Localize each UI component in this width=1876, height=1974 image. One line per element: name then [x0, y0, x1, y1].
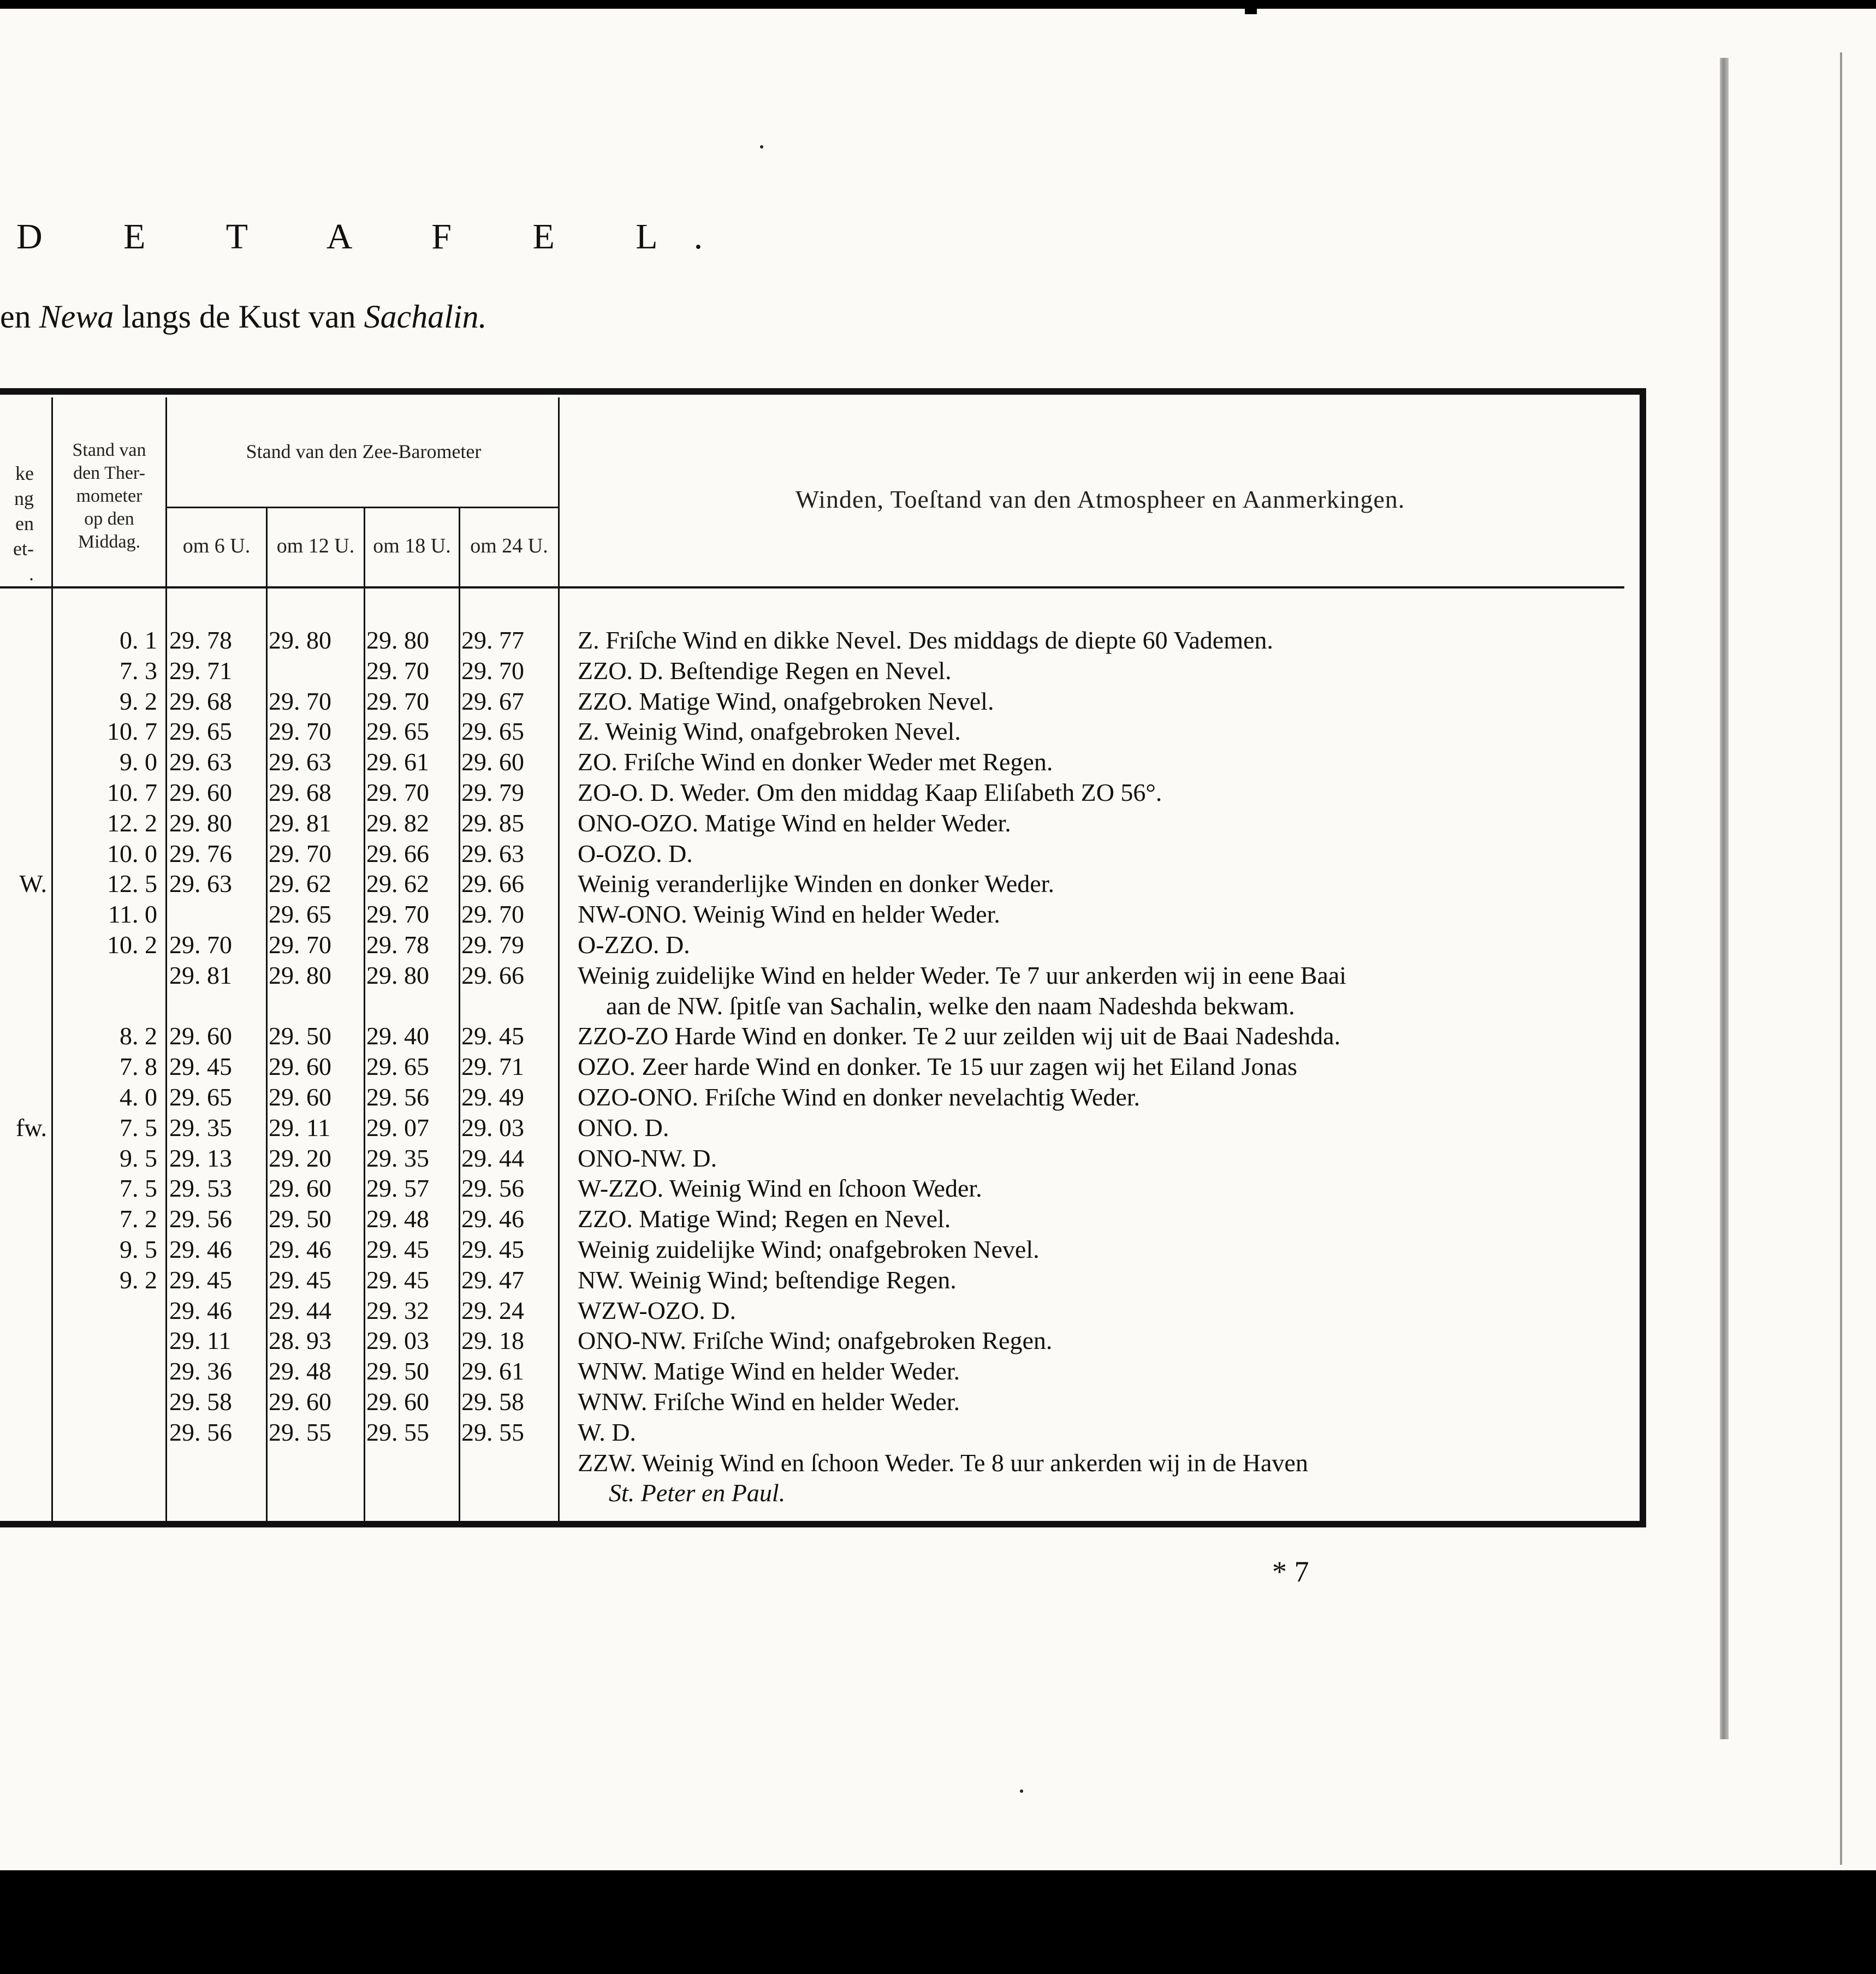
page-number: * 7 — [1272, 1555, 1309, 1588]
barometer-6-cell: 29. 58 — [169, 1388, 232, 1416]
barometer-12-cell: 29. 63 — [269, 748, 331, 776]
col-rule-3 — [266, 508, 268, 1522]
barometer-18-cell: 29. 78 — [366, 931, 429, 959]
barometer-6-cell: 29. 68 — [169, 687, 232, 715]
thermometer-cell: 7. 3 — [120, 656, 157, 685]
barometer-12-cell: 29. 80 — [269, 626, 331, 654]
barometer-24-cell: 29. 79 — [461, 778, 524, 806]
thermometer-cell: 8. 2 — [120, 1022, 157, 1050]
remark-cell: aan de NW. ſpitſe van Sachalin, welke den naam Nadeshda bekwam. — [606, 991, 1295, 1020]
barometer-6-cell: 29. 46 — [169, 1296, 232, 1324]
barometer-12-cell: 29. 60 — [269, 1174, 331, 1203]
barometer-12-cell: 29. 60 — [269, 1083, 331, 1111]
page — [0, 9, 1876, 1870]
barometer-6-cell: 29. 45 — [169, 1053, 232, 1081]
barometer-18-cell: 29. 56 — [366, 1083, 429, 1111]
barometer-12-cell: 29. 60 — [269, 1053, 331, 1081]
barometer-time-12: om 12 U. — [276, 534, 355, 557]
barometer-6-cell: 29. 13 — [169, 1144, 232, 1172]
thermometer-cell: 10. 7 — [107, 717, 157, 746]
barometer-24-cell: 29. 44 — [461, 1144, 524, 1172]
left-header-line: ke — [15, 462, 34, 484]
thermometer-cell: 7. 2 — [120, 1205, 157, 1233]
remark-cell: ZO. Friſche Wind en donker Weder met Regen. — [578, 748, 1053, 776]
remark-cell: NW. Weinig Wind; beſtendige Regen. — [578, 1265, 957, 1294]
page-edge — [1840, 52, 1842, 1865]
left-header-line: . — [29, 563, 34, 585]
subtitle-place: Sachalin. — [364, 299, 487, 335]
barometer-18-cell: 29. 70 — [366, 900, 429, 929]
left-header-line: en — [15, 513, 34, 534]
remark-cell: OZO. Zeer harde Wind en donker. Te 15 uur zagen wij het Eiland Jonas — [578, 1053, 1297, 1081]
barometer-24-cell: 29. 56 — [461, 1174, 524, 1203]
remark-cell: W. D. — [578, 1418, 636, 1446]
thermometer-cell: 7. 8 — [120, 1053, 157, 1081]
col-rule-2 — [165, 397, 167, 1522]
barometer-18-cell: 29. 40 — [366, 1022, 429, 1050]
barometer-time-24: om 24 U. — [470, 534, 548, 557]
barometer-6-cell: 29. 60 — [169, 1022, 232, 1050]
barometer-18-cell: 29. 55 — [366, 1418, 429, 1446]
remark-cell: ZO-O. D. Weder. Om den middag Kaap Eliſabeth ZO 56°. — [578, 778, 1162, 806]
barometer-24-cell: 29. 65 — [461, 717, 524, 746]
remark-cell: NW-ONO. Weinig Wind en helder Weder. — [578, 900, 1000, 929]
barometer-12-cell: 29. 80 — [269, 961, 331, 989]
barometer-12-cell: 29. 70 — [269, 717, 331, 746]
barometer-12-cell: 29. 62 — [269, 870, 331, 898]
remark-cell: Weinig zuidelijke Wind en helder Weder. Te 7 uur ankerden wij in eene Baai — [578, 961, 1346, 989]
thermometer-cell: 12. 5 — [107, 870, 157, 898]
barometer-6-cell: 29. 65 — [169, 1083, 232, 1111]
remark-cell: ONO-NW. Friſche Wind; onafgebroken Regen. — [578, 1327, 1053, 1355]
barometer-6-cell: 29. 45 — [169, 1265, 232, 1294]
thermometer-cell: 10. 2 — [107, 931, 157, 959]
remarks-header: Winden, Toeſtand van den Atmospheer en Aanmerkingen. — [795, 485, 1405, 513]
barometer-18-cell: 29. 32 — [366, 1296, 429, 1324]
thermometer-header-line: den Ther- — [73, 463, 145, 483]
subtitle-ship: Newa — [39, 299, 114, 335]
barometer-12-cell: 29. 60 — [269, 1388, 331, 1416]
barometer-6-cell: 29. 81 — [169, 961, 232, 989]
barometer-24-cell: 29. 63 — [461, 839, 524, 867]
barometer-time-6: om 6 U. — [182, 534, 251, 557]
remark-cell: O-OZO. D. — [578, 839, 693, 867]
barometer-18-cell: 29. 80 — [366, 626, 429, 654]
remark-cell: ZZO. Matige Wind; Regen en Nevel. — [578, 1205, 951, 1233]
barometer-12-cell: 29. 81 — [269, 808, 331, 837]
barometer-12-cell: 29. 68 — [269, 778, 331, 806]
col-rule-6 — [558, 397, 560, 1522]
remark-cell: OZO-ONO. Friſche Wind en donker nevelachtig Weder. — [578, 1083, 1141, 1111]
barometer-24-cell: 29. 66 — [461, 961, 524, 989]
barometer-6-cell: 29. 70 — [169, 931, 232, 959]
barometer-24-cell: 29. 46 — [461, 1205, 524, 1233]
thermometer-cell: 12. 2 — [107, 808, 157, 837]
remark-cell: WNW. Matige Wind en helder Weder. — [578, 1357, 960, 1386]
barometer-18-cell: 29. 70 — [366, 778, 429, 806]
barometer-subheader-rule — [167, 507, 560, 508]
barometer-24-cell: 29. 70 — [461, 900, 524, 929]
barometer-18-cell: 29. 45 — [366, 1265, 429, 1294]
thermometer-header-line: Middag. — [78, 532, 141, 552]
thermometer-header-line: op den — [84, 509, 134, 529]
barometer-18-cell: 29. 48 — [366, 1205, 429, 1233]
left-header-line: ng — [14, 487, 34, 509]
thermometer-cell: 9. 5 — [120, 1144, 157, 1172]
barometer-6-cell: 29. 53 — [169, 1174, 232, 1203]
barometer-24-cell: 29. 47 — [461, 1265, 524, 1294]
barometer-6-cell: 29. 56 — [169, 1205, 232, 1233]
left-partial-cell: W. — [19, 870, 47, 898]
thermometer-cell: 0. 1 — [120, 626, 157, 654]
col-rule-5 — [459, 508, 460, 1522]
barometer-24-cell: 29. 45 — [461, 1022, 524, 1050]
thermometer-cell: 9. 2 — [120, 1265, 157, 1294]
barometer-24-cell: 29. 70 — [461, 656, 524, 685]
barometer-6-cell: 29. 36 — [169, 1357, 232, 1386]
barometer-24-cell: 29. 45 — [461, 1235, 524, 1263]
scan-speck — [1245, 9, 1257, 14]
barometer-18-cell: 29. 03 — [366, 1327, 429, 1355]
barometer-18-cell: 29. 65 — [366, 1053, 429, 1081]
barometer-24-cell: 29. 79 — [461, 931, 524, 959]
barometer-18-cell: 29. 57 — [366, 1174, 429, 1203]
barometer-6-cell: 29. 35 — [169, 1113, 232, 1141]
barometer-12-cell: 29. 70 — [269, 931, 331, 959]
barometer-24-cell: 29. 24 — [461, 1296, 524, 1324]
barometer-12-cell: 29. 70 — [269, 687, 331, 715]
page-gutter — [1720, 58, 1729, 1739]
barometer-18-cell: 29. 82 — [366, 808, 429, 837]
barometer-header: Stand van den Zee-Barometer — [246, 441, 482, 462]
barometer-12-cell: 29. 55 — [269, 1418, 331, 1446]
barometer-18-cell: 29. 60 — [366, 1388, 429, 1416]
barometer-24-cell: 29. 66 — [461, 870, 524, 898]
barometer-18-cell: 29. 66 — [366, 839, 429, 867]
barometer-6-cell: 29. 63 — [169, 748, 232, 776]
remark-cell: ONO. D. — [578, 1113, 669, 1141]
barometer-12-cell: 29. 46 — [269, 1235, 331, 1263]
barometer-18-cell: 29. 07 — [366, 1113, 429, 1141]
barometer-12-cell: 29. 48 — [269, 1357, 331, 1386]
remark-cell: ZZO-ZO Harde Wind en donker. Te 2 uur zeilden wij uit de Baai Nadeshda. — [578, 1022, 1341, 1050]
barometer-12-cell: 29. 11 — [269, 1113, 331, 1141]
barometer-24-cell: 29. 18 — [461, 1327, 524, 1355]
left-partial-cell: fw. — [15, 1113, 47, 1141]
barometer-12-cell: 29. 70 — [269, 839, 331, 867]
thermometer-header-line: Stand van — [72, 440, 146, 460]
barometer-12-cell: 29. 20 — [269, 1144, 331, 1172]
barometer-6-cell: 29. 46 — [169, 1235, 232, 1263]
ink-speck — [760, 145, 763, 148]
table-top-rule — [0, 388, 1646, 395]
barometer-18-cell: 29. 70 — [366, 687, 429, 715]
barometer-6-cell: 29. 78 — [169, 626, 232, 654]
page-subtitle — [0, 298, 487, 336]
barometer-24-cell: 29. 03 — [461, 1113, 524, 1141]
barometer-24-cell: 29. 71 — [461, 1053, 524, 1081]
remark-cell: O-ZZO. D. — [578, 931, 690, 959]
barometer-24-cell: 29. 67 — [461, 687, 524, 715]
barometer-24-cell: 29. 61 — [461, 1357, 524, 1386]
remark-cell: W-ZZO. Weinig Wind en ſchoon Weder. — [578, 1174, 982, 1203]
barometer-6-cell: 29. 65 — [169, 717, 232, 746]
barometer-6-cell: 29. 80 — [169, 808, 232, 837]
barometer-6-cell: 29. 71 — [169, 656, 232, 685]
barometer-6-cell: 29. 63 — [169, 870, 232, 898]
thermometer-cell: 7. 5 — [120, 1174, 157, 1203]
remark-cell: ZZO. Matige Wind, onafgebroken Nevel. — [578, 687, 994, 715]
barometer-24-cell: 29. 49 — [461, 1083, 524, 1111]
barometer-12-cell: 29. 65 — [269, 900, 331, 929]
barometer-6-cell: 29. 56 — [169, 1418, 232, 1446]
barometer-18-cell: 29. 70 — [366, 656, 429, 685]
barometer-18-cell: 29. 61 — [366, 748, 429, 776]
thermometer-cell: 9. 5 — [120, 1235, 157, 1263]
remark-cell: Z. Weinig Wind, onafgebroken Nevel. — [578, 717, 961, 746]
barometer-18-cell: 29. 80 — [366, 961, 429, 989]
barometer-24-cell: 29. 60 — [461, 748, 524, 776]
subtitle-mid: langs de Kust van — [114, 299, 364, 335]
thermometer-cell: 10. 7 — [107, 778, 157, 806]
barometer-12-cell: 29. 44 — [269, 1296, 331, 1324]
remark-cell: Weinig veranderlijke Winden en donker Weder. — [578, 870, 1054, 898]
barometer-time-18: om 18 U. — [373, 534, 451, 557]
remark-cell: ZZW. Weinig Wind en ſchoon Weder. Te 8 uur ankerden wij in de Haven — [578, 1448, 1308, 1477]
subtitle-pre: en — [0, 299, 39, 335]
header-bottom-rule — [0, 586, 1624, 588]
remark-cell: WNW. Friſche Wind en helder Weder. — [578, 1388, 960, 1416]
table-right-rule — [1640, 391, 1646, 1526]
barometer-24-cell: 29. 85 — [461, 808, 524, 837]
page-title: D E T A F E L. — [16, 217, 739, 257]
remark-cell: WZW-OZO. D. — [578, 1296, 736, 1324]
barometer-24-cell: 29. 77 — [461, 626, 524, 654]
scan-border-bottom — [0, 1870, 1876, 1974]
ink-speck — [1020, 1789, 1023, 1793]
col-rule-4 — [364, 508, 365, 1522]
remark-cell: ZZO. D. Beſtendige Regen en Nevel. — [578, 656, 952, 685]
col-rule-1 — [51, 397, 53, 1522]
left-header-line: et- — [13, 538, 34, 560]
thermometer-cell: 9. 2 — [120, 687, 157, 715]
barometer-6-cell: 29. 60 — [169, 778, 232, 806]
thermometer-cell: 7. 5 — [120, 1113, 157, 1141]
barometer-12-cell: 28. 93 — [269, 1327, 331, 1355]
barometer-6-cell: 29. 76 — [169, 839, 232, 867]
barometer-18-cell: 29. 62 — [366, 870, 429, 898]
barometer-18-cell: 29. 65 — [366, 717, 429, 746]
thermometer-cell: 10. 0 — [107, 839, 157, 867]
barometer-18-cell: 29. 45 — [366, 1235, 429, 1263]
remark-cell: ONO-NW. D. — [578, 1144, 717, 1172]
thermometer-cell: 4. 0 — [120, 1083, 157, 1111]
barometer-24-cell: 29. 58 — [461, 1388, 524, 1416]
thermometer-cell: 11. 0 — [108, 900, 157, 929]
barometer-24-cell: 29. 55 — [461, 1418, 524, 1446]
remark-cell: St. Peter en Paul. — [609, 1479, 786, 1507]
barometer-12-cell: 29. 50 — [269, 1022, 331, 1050]
barometer-18-cell: 29. 50 — [366, 1357, 429, 1386]
remark-cell: Z. Friſche Wind en dikke Nevel. Des middags de diepte 60 Vademen. — [578, 626, 1273, 654]
thermometer-header-line: mometer — [76, 486, 143, 506]
remark-cell: Weinig zuidelijke Wind; onafgebroken Nevel. — [578, 1235, 1040, 1263]
thermometer-header — [55, 439, 164, 554]
table-bottom-rule — [0, 1521, 1646, 1527]
left-partial-header — [0, 461, 34, 586]
thermometer-cell: 9. 0 — [120, 748, 157, 776]
barometer-6-cell: 29. 11 — [169, 1327, 231, 1355]
barometer-12-cell: 29. 45 — [269, 1265, 331, 1294]
barometer-12-cell: 29. 50 — [269, 1205, 331, 1233]
barometer-18-cell: 29. 35 — [366, 1144, 429, 1172]
remark-cell: ONO-OZO. Matige Wind en helder Weder. — [578, 808, 1011, 837]
